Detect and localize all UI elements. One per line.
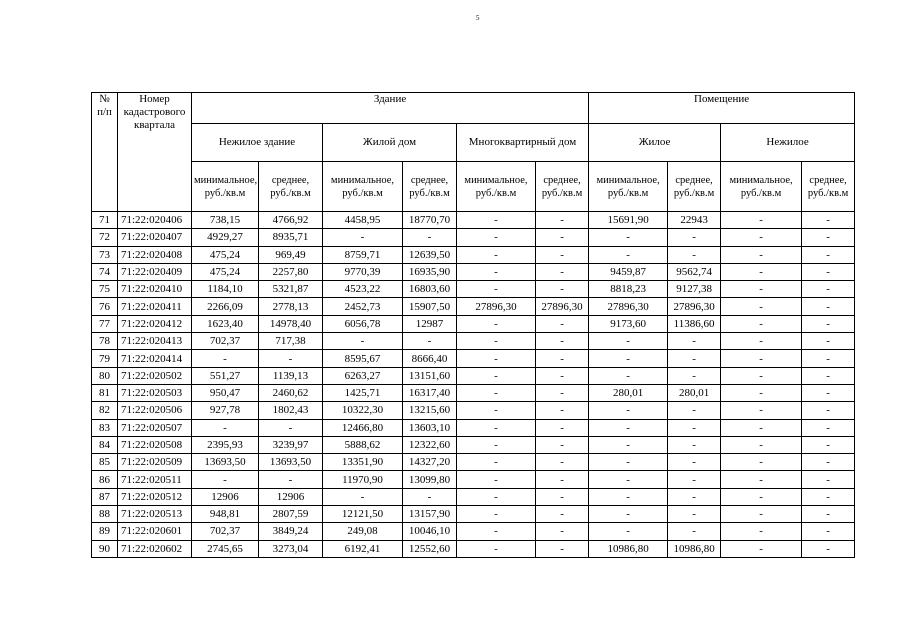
value-cell: - [457,367,536,384]
value-cell: - [668,471,721,488]
value-cell: - [721,298,802,315]
value-cell: - [457,281,536,298]
row-number: 76 [92,298,118,315]
value-cell: 1184,10 [192,281,259,298]
value-cell: 969,49 [259,246,323,263]
table-row [92,523,855,540]
value-cell: 12121,50 [323,506,403,523]
header-avg: среднее, руб./кв.м [802,162,855,212]
value-cell: 4929,27 [192,229,259,246]
value-cell: - [589,436,668,453]
value-cell: - [589,229,668,246]
value-cell: 22943 [668,212,721,229]
value-cell: 4766,92 [259,212,323,229]
value-cell: 14978,40 [259,315,323,332]
value-cell: - [323,229,403,246]
cadastral-quarter-number: 71:22:020407 [118,229,192,246]
value-cell: 3239,97 [259,436,323,453]
value-cell: 12322,60 [403,436,457,453]
value-cell: 12906 [192,488,259,505]
value-cell: - [721,246,802,263]
value-cell: - [721,315,802,332]
value-cell: - [802,471,855,488]
value-cell: - [259,419,323,436]
value-cell: - [536,263,589,280]
value-cell: - [536,454,589,471]
cadastral-quarter-number: 71:22:020508 [118,436,192,453]
value-cell: - [802,436,855,453]
value-cell: - [721,506,802,523]
row-number: 74 [92,263,118,280]
value-cell: - [668,523,721,540]
value-cell: 6056,78 [323,315,403,332]
value-cell: - [589,350,668,367]
cadastral-quarter-number: 71:22:020503 [118,384,192,401]
value-cell: - [802,488,855,505]
value-cell: 1623,40 [192,315,259,332]
value-cell: - [536,540,589,557]
value-cell: - [536,523,589,540]
row-number: 80 [92,367,118,384]
value-cell: - [457,523,536,540]
value-cell: - [457,263,536,280]
value-cell: - [589,506,668,523]
table-row [92,384,855,401]
value-cell: - [721,281,802,298]
value-cell: 1802,43 [259,402,323,419]
value-cell: - [536,315,589,332]
header-min: минимальное, руб./кв.м [323,162,403,212]
value-cell: 948,81 [192,506,259,523]
header-min: минимальное, руб./кв.м [589,162,668,212]
value-cell: - [721,384,802,401]
value-cell: - [589,488,668,505]
value-cell: 1425,71 [323,384,403,401]
value-cell: 27896,30 [589,298,668,315]
value-cell: - [721,367,802,384]
value-cell: - [802,454,855,471]
table-row [92,212,855,229]
value-cell: - [802,263,855,280]
value-cell: - [668,350,721,367]
value-cell: - [802,350,855,367]
value-cell: 6263,27 [323,367,403,384]
row-number: 73 [92,246,118,263]
value-cell: - [457,454,536,471]
value-cell: - [802,367,855,384]
value-cell: - [802,333,855,350]
value-cell: - [536,333,589,350]
value-cell: - [802,246,855,263]
value-cell: - [457,488,536,505]
table-row [92,402,855,419]
cadastral-quarter-number: 71:22:020410 [118,281,192,298]
value-cell: - [802,281,855,298]
value-cell: 2266,09 [192,298,259,315]
value-cell: - [403,333,457,350]
value-cell: - [668,488,721,505]
row-number: 87 [92,488,118,505]
header-cad-quarter: Номер кадастрового квартала [118,93,192,212]
value-cell: 702,37 [192,523,259,540]
table-row [92,488,855,505]
header-nonres-building: Нежилое здание [192,124,323,162]
value-cell: - [457,384,536,401]
table-row [92,454,855,471]
row-number: 71 [92,212,118,229]
value-cell: - [536,384,589,401]
header-avg: среднее, руб./кв.м [403,162,457,212]
row-number: 72 [92,229,118,246]
cadastral-quarter-number: 71:22:020409 [118,263,192,280]
value-cell: 4523,22 [323,281,403,298]
value-cell: 551,27 [192,367,259,384]
value-cell: - [802,402,855,419]
cadastral-quarter-number: 71:22:020413 [118,333,192,350]
value-cell: - [536,281,589,298]
value-cell: 27896,30 [668,298,721,315]
value-cell: - [457,315,536,332]
value-cell: 15907,50 [403,298,457,315]
value-cell: - [259,471,323,488]
cadastral-quarter-number: 71:22:020509 [118,454,192,471]
value-cell: 13099,80 [403,471,457,488]
value-cell: - [721,263,802,280]
value-cell: - [802,419,855,436]
row-number: 86 [92,471,118,488]
table-row [92,350,855,367]
header-apartment-building: Многоквартирный дом [457,124,589,162]
value-cell: 280,01 [668,384,721,401]
row-number: 89 [92,523,118,540]
value-cell: - [457,402,536,419]
value-cell: 16317,40 [403,384,457,401]
value-cell: - [802,212,855,229]
cadastral-quarter-number: 71:22:020414 [118,350,192,367]
value-cell: - [192,350,259,367]
value-cell: 3273,04 [259,540,323,557]
value-cell: - [457,333,536,350]
value-cell: - [802,298,855,315]
table-row [92,333,855,350]
value-cell: 6192,41 [323,540,403,557]
value-cell: - [668,436,721,453]
value-cell: 13215,60 [403,402,457,419]
row-number: 90 [92,540,118,557]
cadastral-quarter-number: 71:22:020507 [118,419,192,436]
value-cell: 27896,30 [457,298,536,315]
cadastral-quarter-number: 71:22:020512 [118,488,192,505]
value-cell: - [721,402,802,419]
value-cell: 738,15 [192,212,259,229]
value-cell: 2807,59 [259,506,323,523]
cadastral-quarter-number: 71:22:020601 [118,523,192,540]
header-nonresidential: Нежилое [721,124,855,162]
value-cell: - [457,419,536,436]
value-cell: - [457,229,536,246]
table-row [92,246,855,263]
value-cell: - [721,212,802,229]
value-cell: 8818,23 [589,281,668,298]
value-cell: - [403,488,457,505]
value-cell: 2460,62 [259,384,323,401]
value-cell: - [802,540,855,557]
value-cell: 280,01 [589,384,668,401]
value-cell: 950,47 [192,384,259,401]
table-row [92,419,855,436]
value-cell: - [192,471,259,488]
value-cell: - [721,523,802,540]
cadastral-value-table [91,92,855,558]
value-cell: 10986,80 [668,540,721,557]
cadastral-quarter-number: 71:22:020513 [118,506,192,523]
value-cell: - [457,540,536,557]
value-cell: 2452,73 [323,298,403,315]
value-cell: - [536,506,589,523]
table-row [92,229,855,246]
cadastral-quarter-number: 71:22:020408 [118,246,192,263]
value-cell: - [536,229,589,246]
value-cell: 1139,13 [259,367,323,384]
value-cell: - [323,333,403,350]
value-cell: - [589,419,668,436]
header-avg: среднее, руб./кв.м [668,162,721,212]
cadastral-quarter-number: 71:22:020502 [118,367,192,384]
value-cell: 717,38 [259,333,323,350]
value-cell: - [457,246,536,263]
header-building: Здание [192,93,589,124]
value-cell: 12987 [403,315,457,332]
value-cell: - [721,419,802,436]
value-cell: 8666,40 [403,350,457,367]
table-row [92,471,855,488]
value-cell: 2745,65 [192,540,259,557]
row-number: 84 [92,436,118,453]
table-row [92,281,855,298]
value-cell: - [457,506,536,523]
value-cell: 11970,90 [323,471,403,488]
value-cell: 14327,20 [403,454,457,471]
cadastral-quarter-number: 71:22:020506 [118,402,192,419]
row-number: 83 [92,419,118,436]
header-residential: Жилое [589,124,721,162]
row-number: 79 [92,350,118,367]
value-cell: 9770,39 [323,263,403,280]
value-cell: - [457,471,536,488]
value-cell: 10986,80 [589,540,668,557]
value-cell: - [721,229,802,246]
value-cell: 4458,95 [323,212,403,229]
value-cell: - [589,333,668,350]
value-cell: - [536,367,589,384]
value-cell: 10046,10 [403,523,457,540]
value-cell: 13693,50 [192,454,259,471]
row-number: 77 [92,315,118,332]
header-min: минимальное, руб./кв.м [192,162,259,212]
value-cell: - [457,436,536,453]
header-premises: Помещение [589,93,855,124]
value-cell: - [668,419,721,436]
value-cell: 8935,71 [259,229,323,246]
value-cell: - [536,350,589,367]
value-cell: 10322,30 [323,402,403,419]
table-row [92,436,855,453]
value-cell: 9562,74 [668,263,721,280]
value-cell: - [802,506,855,523]
header-avg: среднее, руб./кв.м [536,162,589,212]
value-cell: 27896,30 [536,298,589,315]
value-cell: - [668,402,721,419]
value-cell: - [721,350,802,367]
value-cell: - [802,523,855,540]
value-cell: 16935,90 [403,263,457,280]
value-cell: - [668,506,721,523]
value-cell: - [721,488,802,505]
value-cell: 13351,90 [323,454,403,471]
value-cell: - [536,488,589,505]
row-number: 85 [92,454,118,471]
value-cell: 13603,10 [403,419,457,436]
value-cell: - [668,367,721,384]
value-cell: 8759,71 [323,246,403,263]
value-cell: - [536,402,589,419]
value-cell: - [259,350,323,367]
value-cell: 702,37 [192,333,259,350]
value-cell: 18770,70 [403,212,457,229]
row-number: 78 [92,333,118,350]
value-cell: - [457,350,536,367]
value-cell: - [536,212,589,229]
value-cell: - [536,436,589,453]
value-cell: 249,08 [323,523,403,540]
value-cell: - [721,436,802,453]
value-cell: 13693,50 [259,454,323,471]
value-cell: - [721,471,802,488]
value-cell: 15691,90 [589,212,668,229]
value-cell: 12466,80 [323,419,403,436]
value-cell: - [721,454,802,471]
table-row [92,540,855,557]
row-number: 82 [92,402,118,419]
value-cell: - [589,246,668,263]
header-avg: среднее, руб./кв.м [259,162,323,212]
value-cell: - [721,540,802,557]
value-cell: 5321,87 [259,281,323,298]
value-cell: - [802,384,855,401]
value-cell: - [802,315,855,332]
table-row [92,315,855,332]
value-cell: 9459,87 [589,263,668,280]
value-cell: 9173,60 [589,315,668,332]
table-row [92,263,855,280]
row-number: 75 [92,281,118,298]
value-cell: 16803,60 [403,281,457,298]
cadastral-quarter-number: 71:22:020406 [118,212,192,229]
header-house: Жилой дом [323,124,457,162]
value-cell: - [668,454,721,471]
value-cell: - [589,454,668,471]
row-number: 81 [92,384,118,401]
value-cell: - [457,212,536,229]
header-min: минимальное, руб./кв.м [457,162,536,212]
value-cell: 5888,62 [323,436,403,453]
header-min: минимальное, руб./кв.м [721,162,802,212]
value-cell: 12552,60 [403,540,457,557]
value-cell: - [403,229,457,246]
row-number: 88 [92,506,118,523]
value-cell: 13151,60 [403,367,457,384]
value-cell: - [802,229,855,246]
value-cell: 2778,13 [259,298,323,315]
cadastral-quarter-number: 71:22:020412 [118,315,192,332]
cadastral-quarter-number: 71:22:020411 [118,298,192,315]
value-cell: 927,78 [192,402,259,419]
value-cell: - [589,367,668,384]
value-cell: - [589,523,668,540]
value-cell: 13157,90 [403,506,457,523]
cadastral-quarter-number: 71:22:020511 [118,471,192,488]
value-cell: - [668,246,721,263]
value-cell: 12906 [259,488,323,505]
value-cell: - [721,333,802,350]
value-cell: - [536,246,589,263]
table-row [92,506,855,523]
header-num: № п/п [92,93,118,212]
value-cell: - [668,333,721,350]
value-cell: - [589,471,668,488]
value-cell: - [192,419,259,436]
table-row [92,298,855,315]
value-cell: 12639,50 [403,246,457,263]
page-number: 5 [476,14,480,22]
value-cell: - [536,419,589,436]
table-row [92,367,855,384]
value-cell: 9127,38 [668,281,721,298]
value-cell: - [668,229,721,246]
value-cell: - [589,402,668,419]
cadastral-quarter-number: 71:22:020602 [118,540,192,557]
value-cell: 475,24 [192,246,259,263]
value-cell: 8595,67 [323,350,403,367]
value-cell: - [536,471,589,488]
value-cell: - [323,488,403,505]
value-cell: 2257,80 [259,263,323,280]
value-cell: 2395,93 [192,436,259,453]
value-cell: 11386,60 [668,315,721,332]
value-cell: 3849,24 [259,523,323,540]
value-cell: 475,24 [192,263,259,280]
